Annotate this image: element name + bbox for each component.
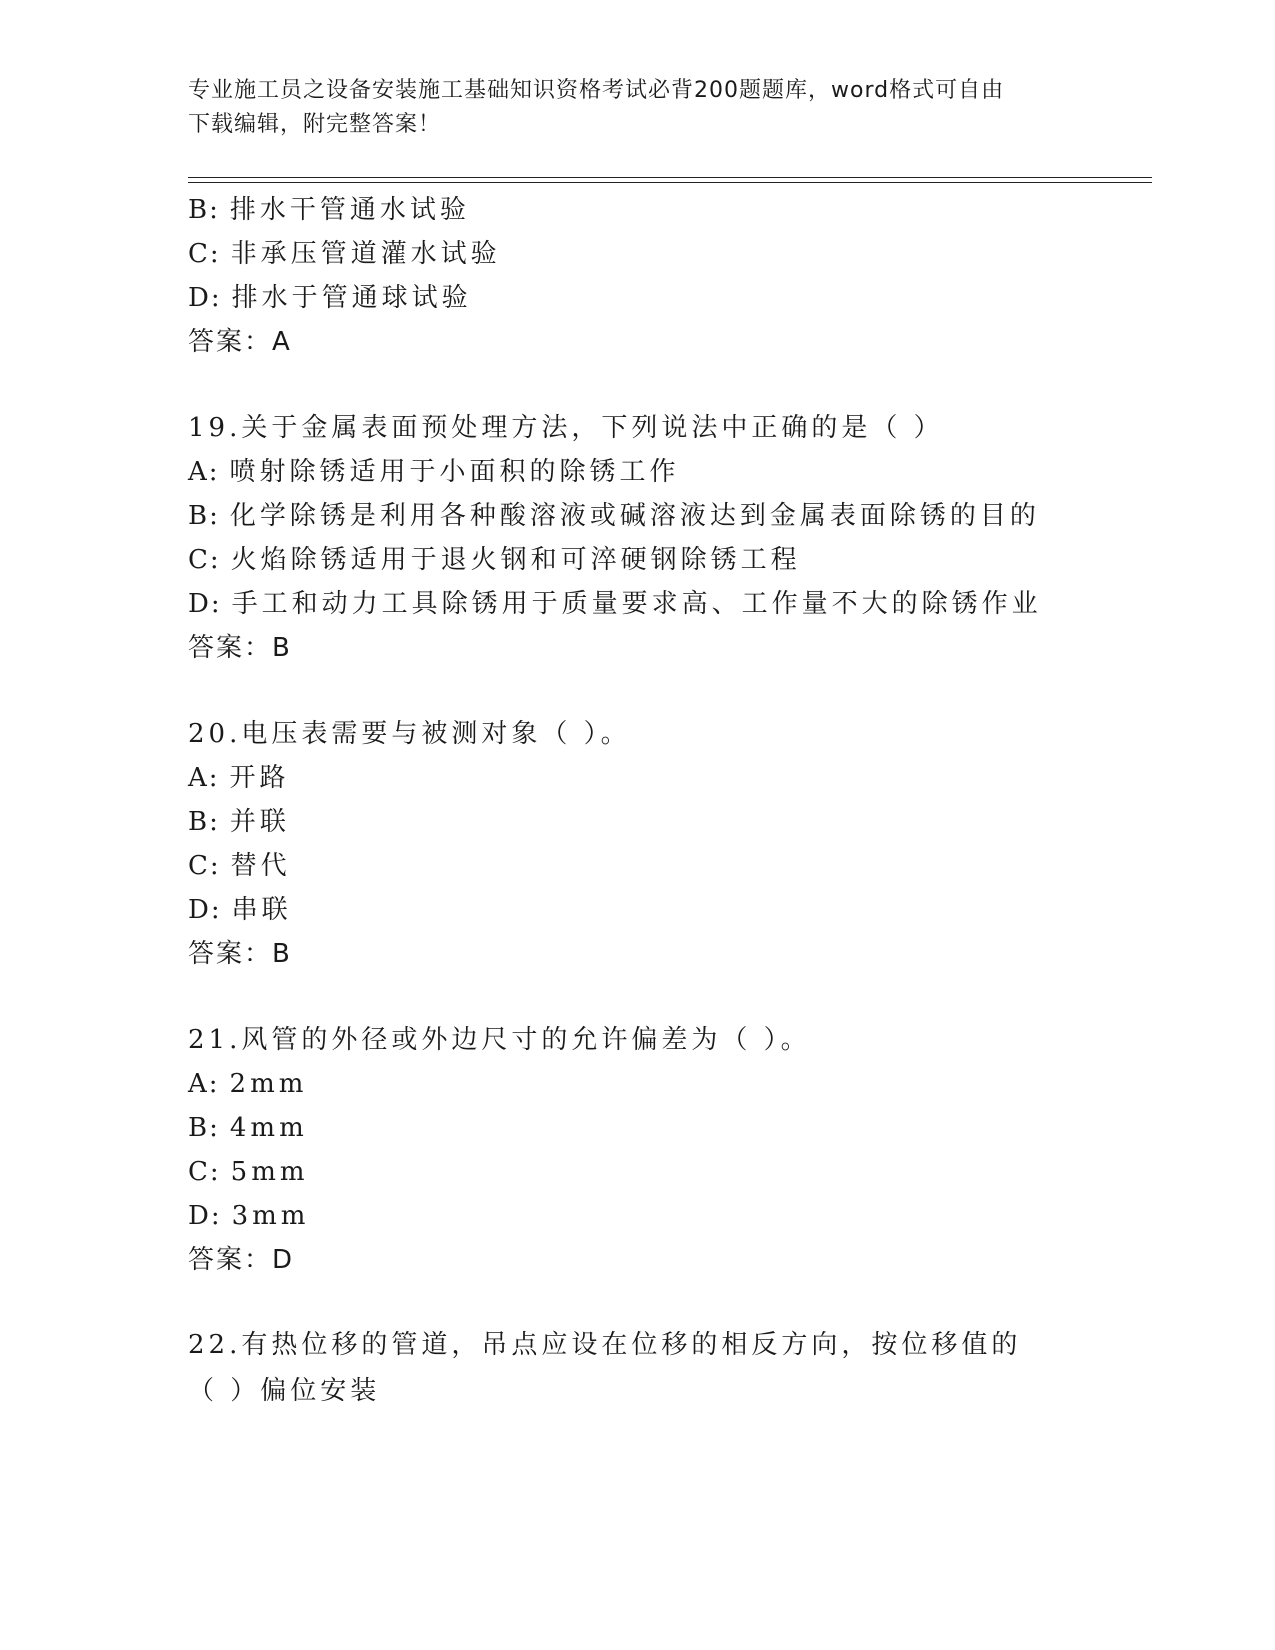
q19-answer: 答案：B	[188, 633, 292, 663]
header-divider-bottom	[188, 182, 1152, 183]
option-b: B: 排水干管通水试验	[188, 195, 470, 225]
q20-option-b: B: 并联	[188, 807, 290, 837]
header-line-1: 专业施工员之设备安装施工基础知识资格考试必背200题题库，word格式可自由	[188, 78, 1005, 103]
q21-option-d: D: 3mm	[188, 1201, 310, 1231]
answer-line: 答案：A	[188, 327, 292, 357]
document-header	[188, 74, 1068, 142]
question-22-text: 22.有热位移的管道，吊点应设在位移的相反方向，按位移值的（ ）偏位安装	[188, 1330, 1022, 1406]
q20-answer: 答案：B	[188, 939, 292, 969]
q20-option-a: A: 开路	[188, 763, 290, 793]
question-21-text: 21.风管的外径或外边尺寸的允许偏差为（ ）。	[188, 1025, 811, 1055]
q19-option-d: D: 手工和动力工具除锈用于质量要求高、工作量不大的除锈作业	[188, 589, 1042, 619]
q21-option-b: B: 4mm	[188, 1113, 308, 1143]
q19-option-b: B: 化学除锈是利用各种酸溶液或碱溶液达到金属表面除锈的目的	[188, 501, 1040, 531]
option-d: D: 排水于管通球试验	[188, 283, 472, 313]
option-c: C: 非承压管道灌水试验	[188, 239, 501, 269]
header-line-2: 下载编辑，附完整答案！	[188, 112, 442, 137]
q21-option-a: A: 2mm	[188, 1069, 308, 1099]
q21-answer: 答案：D	[188, 1245, 295, 1275]
header-divider-top	[188, 177, 1152, 178]
question-20-text: 20.电压表需要与被测对象（ ）。	[188, 719, 631, 749]
q20-option-d: D: 串联	[188, 895, 292, 925]
q19-option-c: C: 火焰除锈适用于退火钢和可淬硬钢除锈工程	[188, 545, 801, 575]
q19-option-a: A: 喷射除锈适用于小面积的除锈工作	[188, 457, 680, 487]
question-19-text: 19.关于金属表面预处理方法，下列说法中正确的是（ ）	[188, 413, 944, 443]
q21-option-c: C: 5mm	[188, 1157, 309, 1187]
q20-option-c: C: 替代	[188, 851, 291, 881]
